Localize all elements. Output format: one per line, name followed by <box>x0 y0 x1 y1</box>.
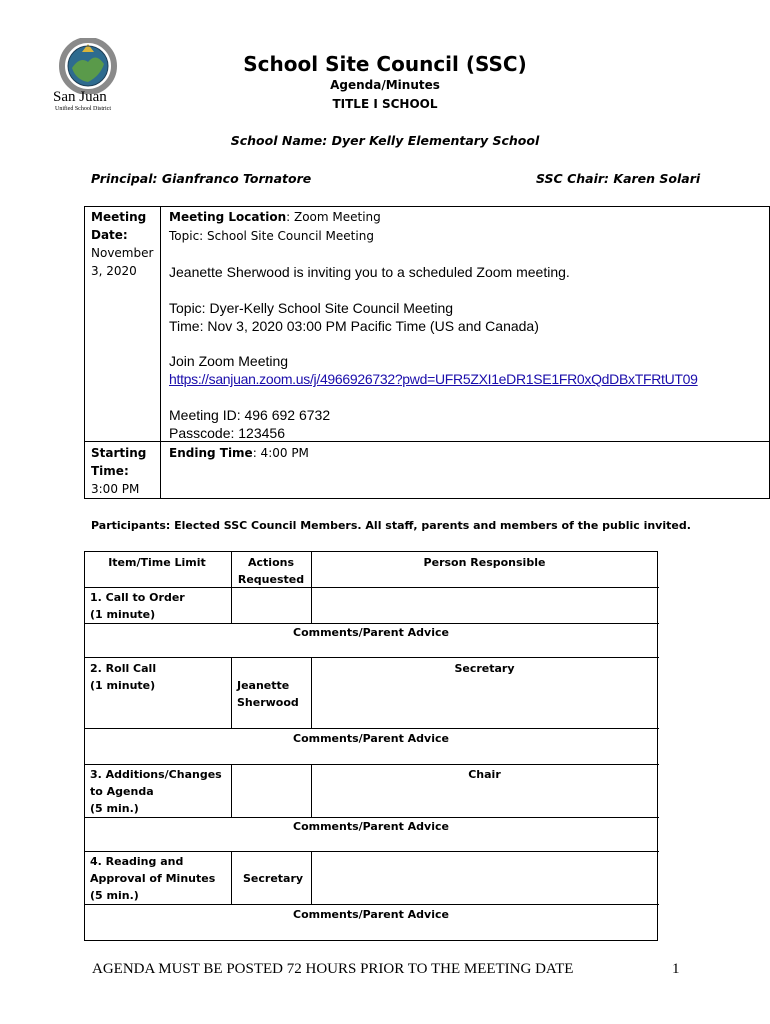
item-time: (5 min.) <box>90 889 139 902</box>
invite-line: Jeanette Sherwood is inviting you to a scheduled Zoom meeting. <box>169 264 570 280</box>
agenda-person-3: Chair <box>468 768 501 781</box>
action-line2: Sherwood <box>237 696 299 709</box>
action-line1: Jeanette <box>237 679 290 692</box>
item-title: 3. Additions/Changes <box>90 768 222 781</box>
participants-note: Participants: Elected SSC Council Members. All staff, parents and members of the public invited. <box>91 519 691 532</box>
logo-name: San Juan <box>53 89 107 105</box>
school-name: School Name: Dyer Kelly Elementary School <box>230 133 540 148</box>
item-title: 1. Call to Order <box>90 591 185 604</box>
location-label: Meeting Location <box>169 210 287 224</box>
meeting-id: Meeting ID: 496 692 6732 <box>169 407 331 423</box>
item-title: 4. Reading and <box>90 855 184 868</box>
join-label: Join Zoom Meeting <box>169 353 289 369</box>
date-label-2: Date: <box>91 228 128 242</box>
agenda-item-4 <box>90 853 215 904</box>
header-actions-line1: Actions <box>248 556 294 569</box>
zoom-topic: Topic: Dyer-Kelly School Site Council Meeting <box>169 300 454 316</box>
agenda-item-2 <box>90 660 156 694</box>
divider <box>160 206 161 499</box>
principal: Principal: Gianfranco Tornatore <box>91 171 312 186</box>
ending-time <box>169 444 309 462</box>
agenda-person-2: Secretary <box>454 662 515 675</box>
item-time: (5 min.) <box>90 802 139 815</box>
logo-subtitle: Unified School District <box>55 106 111 112</box>
header-person: Person Responsible <box>423 556 546 569</box>
end-value: : 4:00 PM <box>252 446 309 460</box>
header-item: Item/Time Limit <box>108 556 206 569</box>
starting-time <box>91 444 146 498</box>
document-subtitle-2: TITLE I SCHOOL <box>332 97 438 111</box>
comments-label: Comments/Parent Advice <box>293 732 449 745</box>
item-time: (1 minute) <box>90 608 156 621</box>
meeting-date <box>91 208 153 280</box>
comments-label: Comments/Parent Advice <box>293 820 449 833</box>
passcode: Passcode: 123456 <box>169 425 285 441</box>
end-label: Ending Time <box>169 446 253 460</box>
agenda-item-1 <box>90 589 185 623</box>
document-title: School Site Council (SSC) <box>243 52 527 76</box>
start-label: Starting <box>91 446 147 460</box>
topic-line: Topic: School Site Council Meeting <box>169 229 374 243</box>
ssc-chair: SSC Chair: Karen Solari <box>536 171 701 186</box>
agenda-action-2 <box>237 677 299 711</box>
item-title-2: Approval of Minutes <box>90 872 216 885</box>
comments-label: Comments/Parent Advice <box>293 626 449 639</box>
item-title: 2. Roll Call <box>90 662 157 675</box>
comments-label: Comments/Parent Advice <box>293 908 449 921</box>
document-subtitle: Agenda/Minutes <box>330 78 440 92</box>
date-value: November <box>91 246 154 260</box>
date-label: Meeting <box>91 210 147 224</box>
footer-notice: AGENDA MUST BE POSTED 72 HOURS PRIOR TO THE MEETING DATE <box>92 961 574 977</box>
start-value: 3:00 PM <box>91 482 140 496</box>
agenda-action-4: Secretary <box>243 872 304 885</box>
item-title-2: to Agenda <box>90 785 154 798</box>
header-actions <box>231 554 311 588</box>
agenda-item-3 <box>90 766 222 817</box>
zoom-time: Time: Nov 3, 2020 03:00 PM Pacific Time (US and Canada) <box>169 318 539 334</box>
item-time: (1 minute) <box>90 679 156 692</box>
page-number: 1 <box>672 961 680 977</box>
meeting-location <box>169 208 381 226</box>
start-label-2: Time: <box>91 464 129 478</box>
date-value-2: 3, 2020 <box>91 264 137 278</box>
location-value: : Zoom Meeting <box>286 210 381 224</box>
join-link[interactable]: https://sanjuan.zoom.us/j/4966926732?pwd=UFR5ZXI1eDR1SE1FR0xQdDBxTFRtUT09 <box>169 371 698 387</box>
header-actions-line2: Requested <box>237 573 305 586</box>
